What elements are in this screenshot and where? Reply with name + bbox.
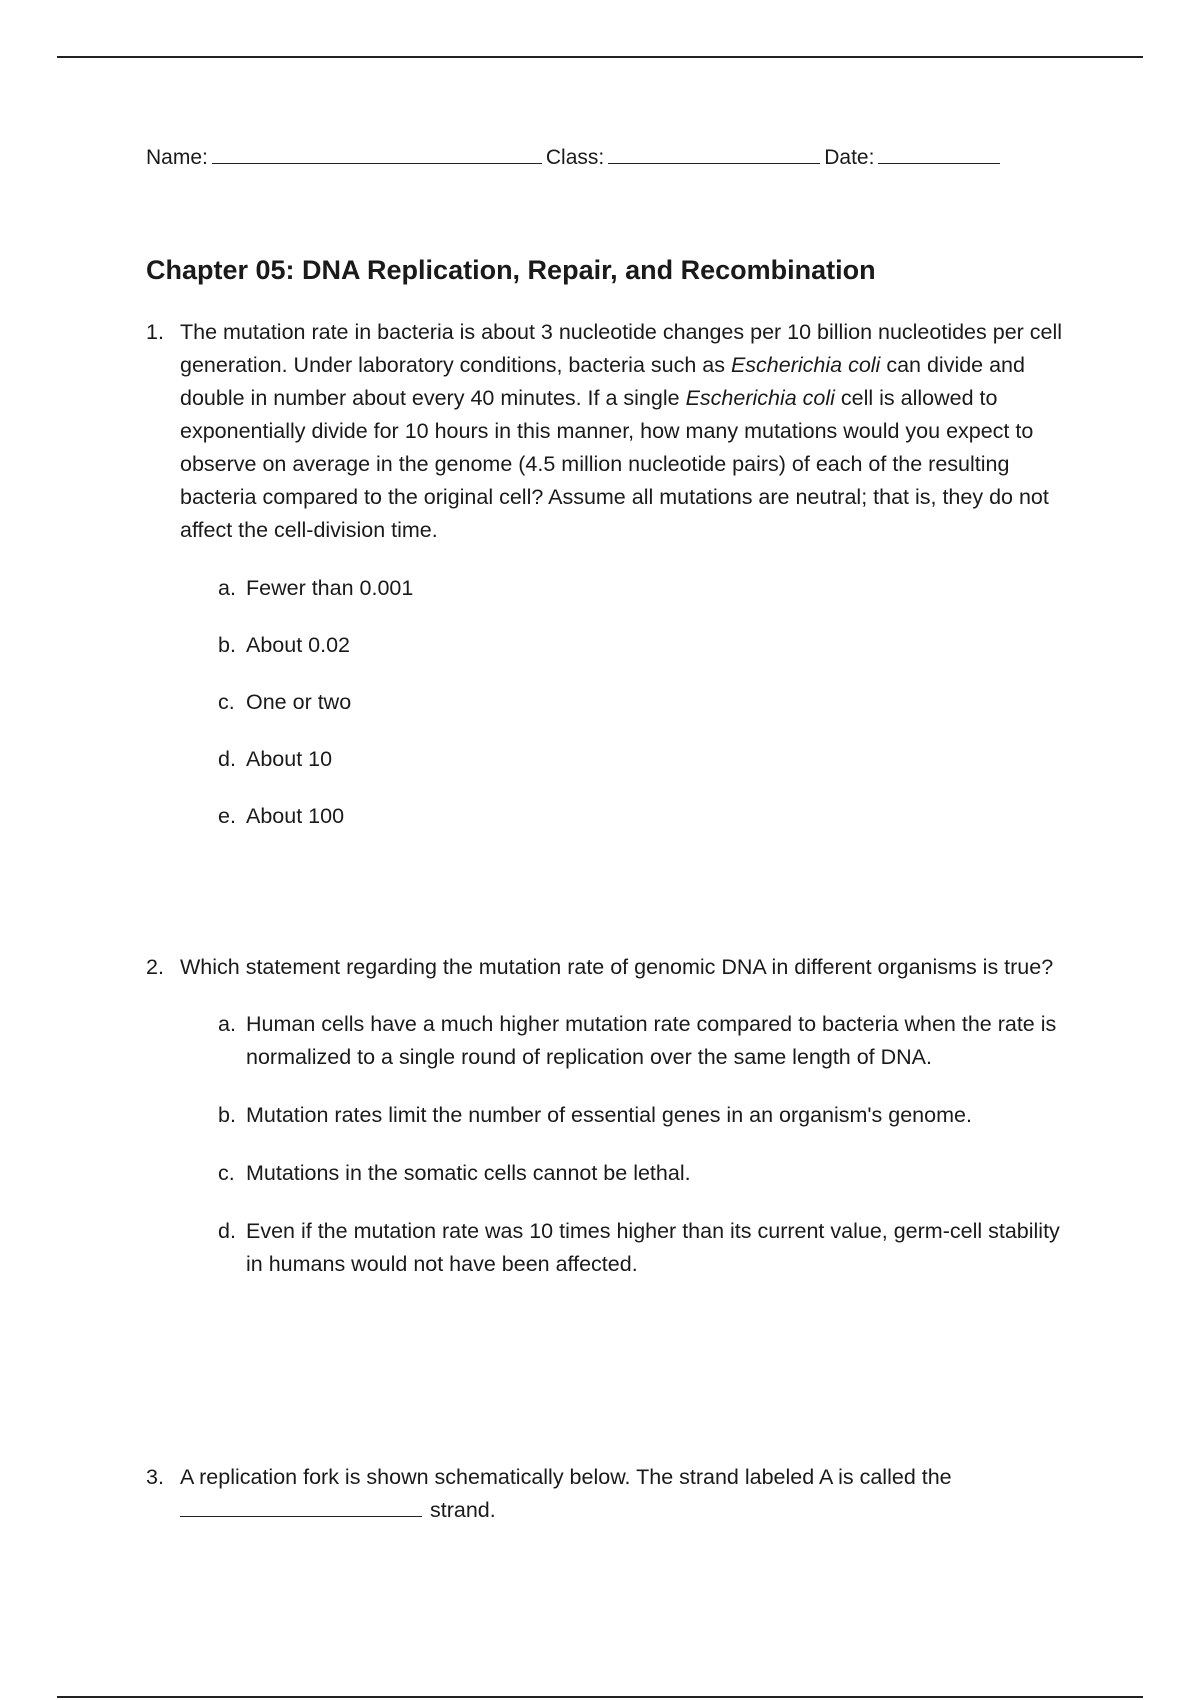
name-blank[interactable] — [212, 145, 542, 164]
chapter-title: Chapter 05: DNA Replication, Repair, and Recombination — [146, 255, 876, 285]
question-text: The mutation rate in bacteria is about 3 nucleotide changes per 10 billion nucleotides per cell generation. Under laboratory conditions, bacteria such as Escherichia coli can divide and double in number about every 40 minutes. If a single Escherichia coli cell is allowed to exponentially divide for 10 hours in this manner, how many mutations would you expect to observe on average in the genome (4.5 million nucleotide pairs) of each of the resulting bacteria compared to the original cell? Assume all mutations are neutral; that is, they do not affect the cell-division time. — [180, 320, 1063, 542]
answer-choice-a[interactable]: a. Fewer than 0.001 — [218, 576, 414, 600]
answer-blank[interactable] — [180, 1494, 422, 1517]
class-label: Class: — [545, 146, 605, 169]
question-text: A replication fork is shown schematically below. The strand labeled A is called the strand. — [180, 1465, 952, 1522]
question-number: 2. — [146, 955, 164, 979]
answer-choice-c[interactable]: c. Mutations in the somatic cells cannot be lethal. — [218, 1161, 691, 1185]
answer-choice-e[interactable]: e. About 100 — [218, 804, 345, 828]
student-info-line — [146, 145, 1000, 170]
question-number: 3. — [146, 1465, 164, 1489]
top-rule — [57, 56, 1143, 58]
date-label: Date: — [824, 146, 875, 169]
answer-choice-d[interactable]: d. Even if the mutation rate was 10 times higher than its current value, germ-cell stability in humans would not have been affected. — [218, 1219, 1060, 1276]
question-number: 1. — [146, 320, 164, 344]
bottom-rule — [57, 1696, 1143, 1698]
question-3 — [146, 1461, 1076, 1527]
name-label: Name: — [146, 146, 208, 169]
question-2 — [146, 951, 1076, 1306]
date-blank[interactable] — [878, 145, 1000, 164]
species-name: Escherichia coli — [730, 353, 881, 377]
answer-choices — [218, 1008, 1076, 1281]
class-blank[interactable] — [608, 145, 820, 164]
species-name: Escherichia coli — [685, 386, 835, 410]
answer-choice-b[interactable]: b. Mutation rates limit the number of essential genes in an organism's genome. — [218, 1103, 972, 1127]
answer-choice-a[interactable]: a. Human cells have a much higher mutation rate compared to bacteria when the rate is normalized to a single round of replication over the same length of DNA. — [218, 1012, 1057, 1069]
answer-choices — [218, 572, 1076, 833]
answer-choice-b[interactable]: b. About 0.02 — [218, 633, 351, 657]
answer-choice-d[interactable]: d. About 10 — [218, 747, 333, 771]
answer-choice-c[interactable]: c. One or two — [218, 690, 352, 714]
question-1 — [146, 316, 1076, 857]
question-text: Which statement regarding the mutation rate of genomic DNA in different organisms is true? — [180, 955, 1054, 979]
